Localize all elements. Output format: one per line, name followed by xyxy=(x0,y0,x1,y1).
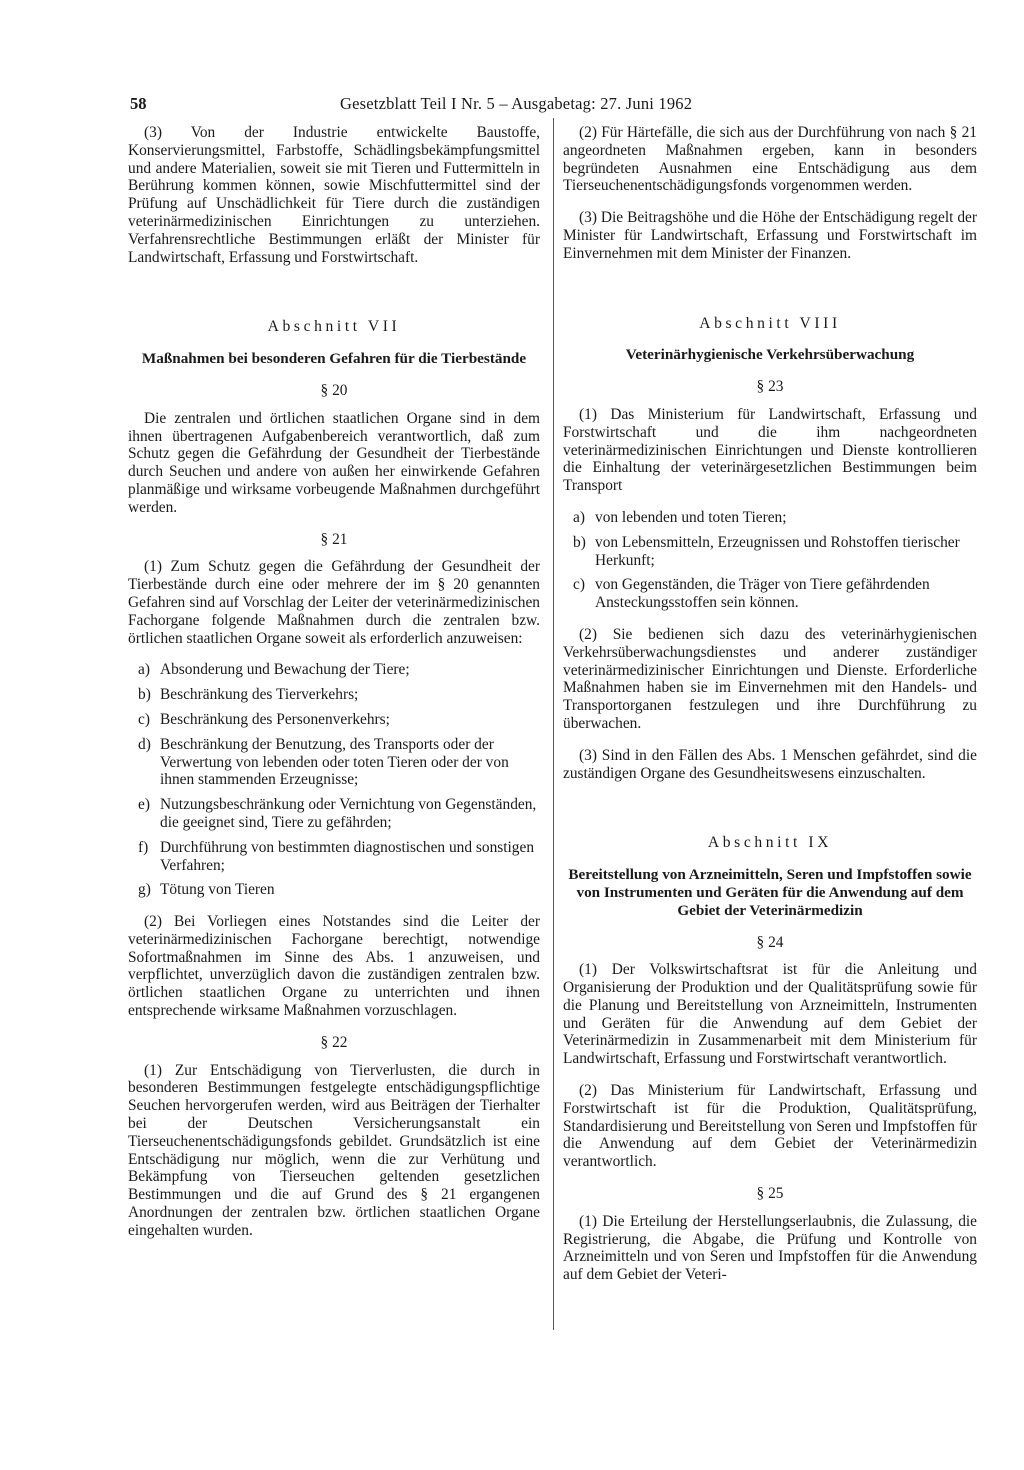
list-item xyxy=(138,736,540,789)
list-item xyxy=(138,881,540,899)
paragraph-21-subsection-1: (1) Zum Schutz gegen die Gefährdung der Gesundheit der Tierbestände durch eine oder mehrere der im § 20 genannten Gefahren sind auf Vorschlag der Leiter der veterinärmedizinischen Fachorgane folgende Maßnahmen durch die zentralen bzw. örtlichen staatlichen Organe soweit als erforderlich anzuweisen: xyxy=(128,558,540,647)
list-item-mark: b) xyxy=(573,533,586,551)
section-9-title: Abschnitt IX xyxy=(707,834,833,852)
section-9-heading: Bereitstellung von Arzneimitteln, Seren und Impfstoffen sowie von Instrumenten und Geräten für die Anwendung auf dem Gebiet der Veterinärmedizin xyxy=(568,866,972,919)
right-column xyxy=(563,124,977,1298)
list-item-mark: a) xyxy=(573,508,585,526)
running-head: Gesetzblatt Teil I Nr. 5 – Ausgabetag: 27. Juni 1962 xyxy=(340,94,693,113)
paragraph-22-subsection-1: (1) Zur Entschädigung von Tierverlusten, die durch in besonderen Bestimmungen festgelegte entschädigungspflichtige Seuchen hervorgerufen werden, wird aus Beiträgen der Tierhalter bei der Deutschen Versicherungsanstalt ein Tierseuchenentschädigungsfonds gebildet. Grundsätzlich ist eine Entschädigung nur möglich, wenn die zur Verhütung und Bekämpfung von Tierseuchen geltenden gesetzlichen Bestimmungen und die auf Grund des § 21 ergangenen Anordnungen der zentralen bzw. örtlichen staatlichen Organe eingehalten wurden. xyxy=(128,1061,540,1239)
list-item xyxy=(138,661,540,679)
list-item xyxy=(138,711,540,729)
paragraph-24-subsection-2: (2) Das Ministerium für Landwirtschaft, Erfassung und Forstwirtschaft ist für die Produktion, Qualitätsprüfung, Standardisierung und Bereitstellung von Seren und Impfstoffen für die Anwendung auf dem Gebiet der Veterinärmedizin verantwortlich. xyxy=(563,1082,977,1171)
section-7-heading: Maßnahmen bei besonderen Gefahren für die Tierbestände xyxy=(141,350,527,368)
list-item xyxy=(138,839,540,875)
left-column xyxy=(128,124,540,1254)
list-item-text: Beschränkung des Tierverkehrs; xyxy=(160,686,359,704)
list-item-mark: f) xyxy=(138,838,149,856)
paragraph-23-list xyxy=(563,509,977,612)
list-item-mark: c) xyxy=(138,710,150,728)
list-item-text: von Lebensmitteln, Erzeugnissen und Rohstoffen tierischer Herkunft; xyxy=(595,533,960,569)
list-item-text: Absonderung und Bewachung der Tiere; xyxy=(160,661,410,679)
list-item-text: Durchführung von bestimmten diagnostischen und sonstigen Verfahren; xyxy=(160,838,535,874)
list-item-mark: g) xyxy=(138,881,151,899)
paragraph-21-mark: § 21 xyxy=(320,530,348,548)
paragraph-22-subsection-3: (3) Die Beitragshöhe und die Höhe der Entschädigung regelt der Minister für Landwirtschaft, Erfassung und Forstwirtschaft im Einvernehmen mit dem Minister der Finanzen. xyxy=(563,209,977,262)
section-8-heading: Veterinärhygienische Verkehrsüberwachung xyxy=(625,346,915,364)
list-item xyxy=(138,686,540,704)
page-header xyxy=(130,94,978,118)
list-item-mark: b) xyxy=(138,686,151,704)
list-item xyxy=(138,796,540,832)
list-item-mark: c) xyxy=(573,576,585,594)
paragraph-22-subsection-2: (2) Für Härtefälle, die sich aus der Durchführung von nach § 21 angeordneten Maßnahmen ergeben, kann in besonders begründeten Ausnahmen eine Entschädigung aus dem Tierseuchenentschädigungsfonds vorgenommen werden. xyxy=(563,124,977,195)
paragraph-intro: (3) Von der Industrie entwickelte Baustoffe, Konservierungsmittel, Farbstoffe, Schädlingsbekämpfungsmittel und andere Materialien, soweit sie mit Tieren und Futtermitteln in Berührung kommen können, sowie Mischfuttermittel sind der Prüfung auf Unschädlichkeit für Tiere durch die zuständigen veterinärmedizinischen Einrichtungen zu unterziehen. Verfahrensrechtliche Bestimmungen erläßt der Minister für Landwirtschaft, Erfassung und Forstwirtschaft. xyxy=(128,124,540,266)
list-item-mark: a) xyxy=(138,661,150,679)
list-item-text: von Gegenständen, die Träger von Tiere gefährdenden Ansteckungsstoffen sein können. xyxy=(595,576,930,612)
list-item xyxy=(573,509,977,527)
list-item-mark: e) xyxy=(138,796,150,814)
paragraph-25-mark: § 25 xyxy=(756,1185,784,1203)
list-item-text: Tötung von Tieren xyxy=(160,881,275,899)
paragraph-24-subsection-1: (1) Der Volkswirtschaftsrat ist für die Anleitung und Organisierung der Produktion und der Qualitätsprüfung sowie für die Planung und Bereitstellung von Arzneimitteln, Instrumenten und Geräten für die Anwendung auf dem Gebiet der Veterinärmedizin in Zusammenarbeit mit dem Ministerium für Landwirtschaft, Erfassung und Forstwirtschaft verantwortlich. xyxy=(563,961,977,1068)
list-item xyxy=(573,534,977,570)
paragraph-23-subsection-1: (1) Das Ministerium für Landwirtschaft, Erfassung und Forstwirtschaft und die ihm nachgeordneten veterinärmedizinischen Einrichtungen und Dienste kontrollieren die Einhaltung der veterinärgesetzlichen Bestimmungen beim Transport xyxy=(563,405,977,495)
paragraph-23-mark: § 23 xyxy=(756,378,784,396)
page-number: 58 xyxy=(130,94,147,113)
paragraph-20-mark: § 20 xyxy=(320,381,348,399)
list-item-mark: d) xyxy=(138,735,151,753)
section-7-title: Abschnitt VII xyxy=(267,318,401,336)
paragraph-24-mark: § 24 xyxy=(756,933,784,951)
list-item xyxy=(573,576,977,612)
column-divider xyxy=(553,118,554,1330)
list-item-text: Nutzungsbeschränkung oder Vernichtung von Gegenständen, die geeignet sind, Tiere zu gefährden; xyxy=(160,796,537,831)
paragraph-23-subsection-3: (3) Sind in den Fällen des Abs. 1 Menschen gefährdet, sind die zuständigen Organe des Gesundheitswesens einzuschalten. xyxy=(563,746,977,782)
section-8-title: Abschnitt VIII xyxy=(699,314,841,332)
paragraph-23-subsection-2: (2) Sie bedienen sich dazu des veterinärhygienischen Verkehrsüberwachungsdienstes und anderer zuständiger veterinärmedizinischer Einrichtungen und Dienste. Erforderliche Maßnahmen haben sie im Einvernehmen mit den Handels- und Transportorganen festzulegen und ihre Durchführung zu überwachen. xyxy=(563,625,977,732)
list-item-text: Beschränkung des Personenverkehrs; xyxy=(160,710,390,728)
paragraph-21-subsection-2: (2) Bei Vorliegen eines Notstandes sind die Leiter der veterinärmedizinischen Fachorgane berechtigt, notwendige Sofortmaßnahmen im Sinne des Abs. 1 anzuweisen, und verpflichtet, unverzüglich davon die zuständigen zentralen bzw. örtlichen staatlichen Organe zu unterrichten und ihnen entsprechende wirksame Maßnahmen vorzuschlagen. xyxy=(128,913,540,1020)
list-item-text: Beschränkung der Benutzung, des Transports oder der Verwertung von lebenden oder toten Tieren oder der von ihnen stammenden Erzeugnisse; xyxy=(160,735,509,789)
paragraph-22-mark: § 22 xyxy=(320,1033,348,1051)
paragraph-20-text: Die zentralen und örtlichen staatlichen Organe sind in dem ihnen übertragenen Aufgabenbereich verantwortlich, daß zum Schutz gegen die Gefährdung der Gesundheit der Tierbestände durch Seuchen und andere von außen her einwirkende Gefahren planmäßige und wirksame vorbeugende Maßnahmen durchgeführt werden. xyxy=(128,409,540,516)
paragraph-21-list xyxy=(128,661,540,899)
list-item-text: von lebenden und toten Tieren; xyxy=(595,508,787,526)
paragraph-25-subsection-1: (1) Die Erteilung der Herstellungserlaubnis, die Zulassung, die Registrierung, die Abgabe, die Prüfung und Kontrolle von Arzneimitteln und von Seren und Impfstoffen für die Anwendung auf dem Gebiet der Veteri- xyxy=(563,1212,977,1284)
